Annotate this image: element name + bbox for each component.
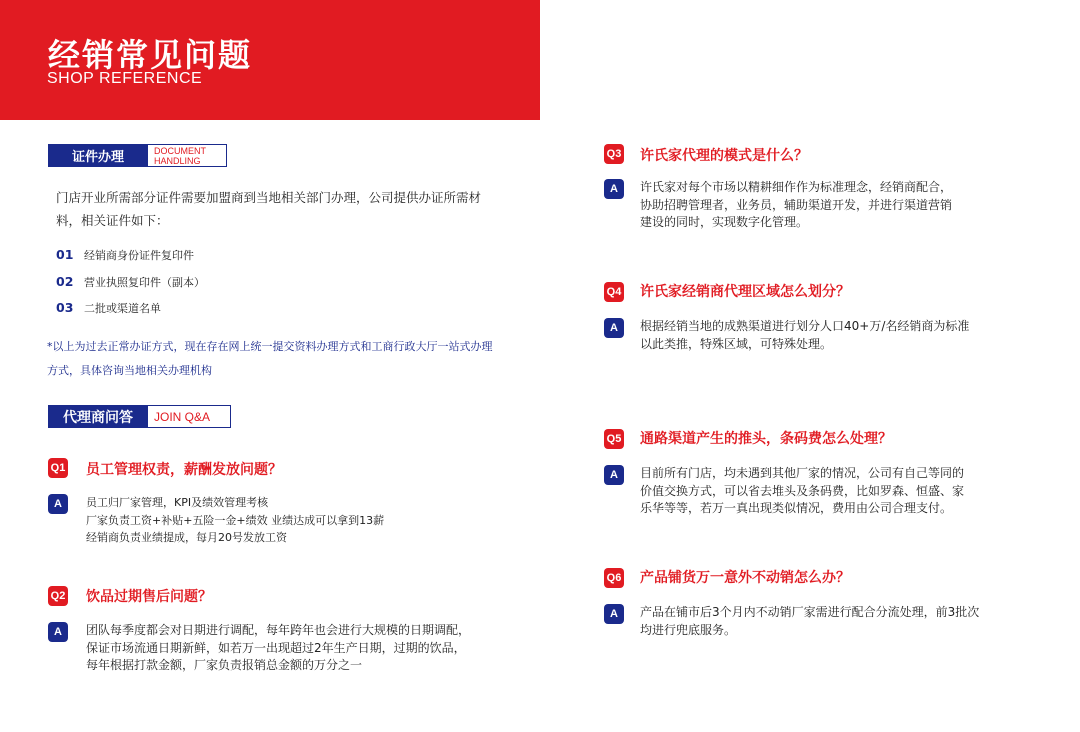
tag-label-cn: 证件办理 xyxy=(48,144,148,167)
question-text: 许氏家代理的模式是什么？ xyxy=(640,148,808,164)
list-item: 02 营业执照复印件（副本） xyxy=(56,273,205,289)
certificate-list xyxy=(56,242,205,322)
certificate-intro: 门店开业所需部分证件需要加盟商到当地相关部门办理，公司提供办证所需材 料，相关证件如下： xyxy=(56,190,482,228)
answer-text: 根据经销当地的成熟渠道进行划分人口40+万/名经销商为标准 以此类推，特殊区域，可特殊处理。 xyxy=(640,319,970,351)
page-title: 经销常见问题 xyxy=(48,36,253,74)
section-tag-agent-qa xyxy=(48,405,231,428)
question-text: 员工管理权责，薪酬发放问题？ xyxy=(86,462,282,478)
question-badge: Q2 xyxy=(48,586,68,606)
question-badge: Q1 xyxy=(48,458,68,478)
tag-label-en: DOCUMENT HANDLING xyxy=(148,144,227,167)
tag-label-en: JOIN Q&A xyxy=(148,405,231,428)
answer-badge: A xyxy=(604,179,624,199)
question-badge: Q5 xyxy=(604,429,624,449)
answer-badge: A xyxy=(604,604,624,624)
answer-text: 产品在铺市后3个月内不动销厂家需进行配合分流处理，前3批次 均进行兜底服务。 xyxy=(640,605,980,637)
certificate-note: *以上为过去正常办证方式，现在存在网上统一提交资料办理方式和工商行政大厅一站式办理 方式，具体咨询当地相关办理机构 xyxy=(47,340,493,377)
answer-text: 许氏家对每个市场以精耕细作作为标准理念，经销商配合， 协助招聘管理者，业务员，辅助渠道开发，并进行渠道营销 建设的同时，实现数字化管理。 xyxy=(640,180,953,229)
answer-badge: A xyxy=(48,622,68,642)
question-text: 通路渠道产生的推头，条码费怎么处理？ xyxy=(640,431,892,447)
question-text: 许氏家经销商代理区域怎么划分？ xyxy=(640,284,850,300)
answer-text: 团队每季度都会对日期进行调配，每年跨年也会进行大规模的日期调配， 保证市场流通日期新鲜，如若万一出现超过2年生产日期，过期的饮品， 每年根据打款金额，厂家负责报销总金额的万分之一 xyxy=(86,623,471,672)
question-text: 饮品过期售后问题？ xyxy=(86,589,212,605)
answer-text: 目前所有门店，均未遇到其他厂家的情况，公司有自己等同的 价值交换方式，可以省去堆头及条码费，比如罗森、恒盛、家 乐华等等，若万一真出现类似情况，费用由公司合理支付。 xyxy=(640,466,965,515)
section-tag-certificate xyxy=(48,144,227,167)
question-badge: Q6 xyxy=(604,568,624,588)
list-item: 01 经销商身份证件复印件 xyxy=(56,247,194,262)
question-badge: Q3 xyxy=(604,144,624,164)
question-badge: Q4 xyxy=(604,282,624,302)
answer-text: 员工归厂家管理，KPI及绩效管理考核 厂家负责工资+补贴+五险一金+绩效 业绩达成可以拿到13薪 经销商负责业绩提成，每月20号发放工资 xyxy=(86,496,385,544)
answer-badge: A xyxy=(604,318,624,338)
question-text: 产品铺货万一意外不动销怎么办？ xyxy=(640,570,850,586)
list-item: 03 二批或渠道名单 xyxy=(56,300,161,315)
page-subtitle: SHOP REFERENCE xyxy=(47,70,203,87)
answer-badge: A xyxy=(604,465,624,485)
answer-badge: A xyxy=(48,494,68,514)
tag-label-cn: 代理商问答 xyxy=(48,405,148,428)
